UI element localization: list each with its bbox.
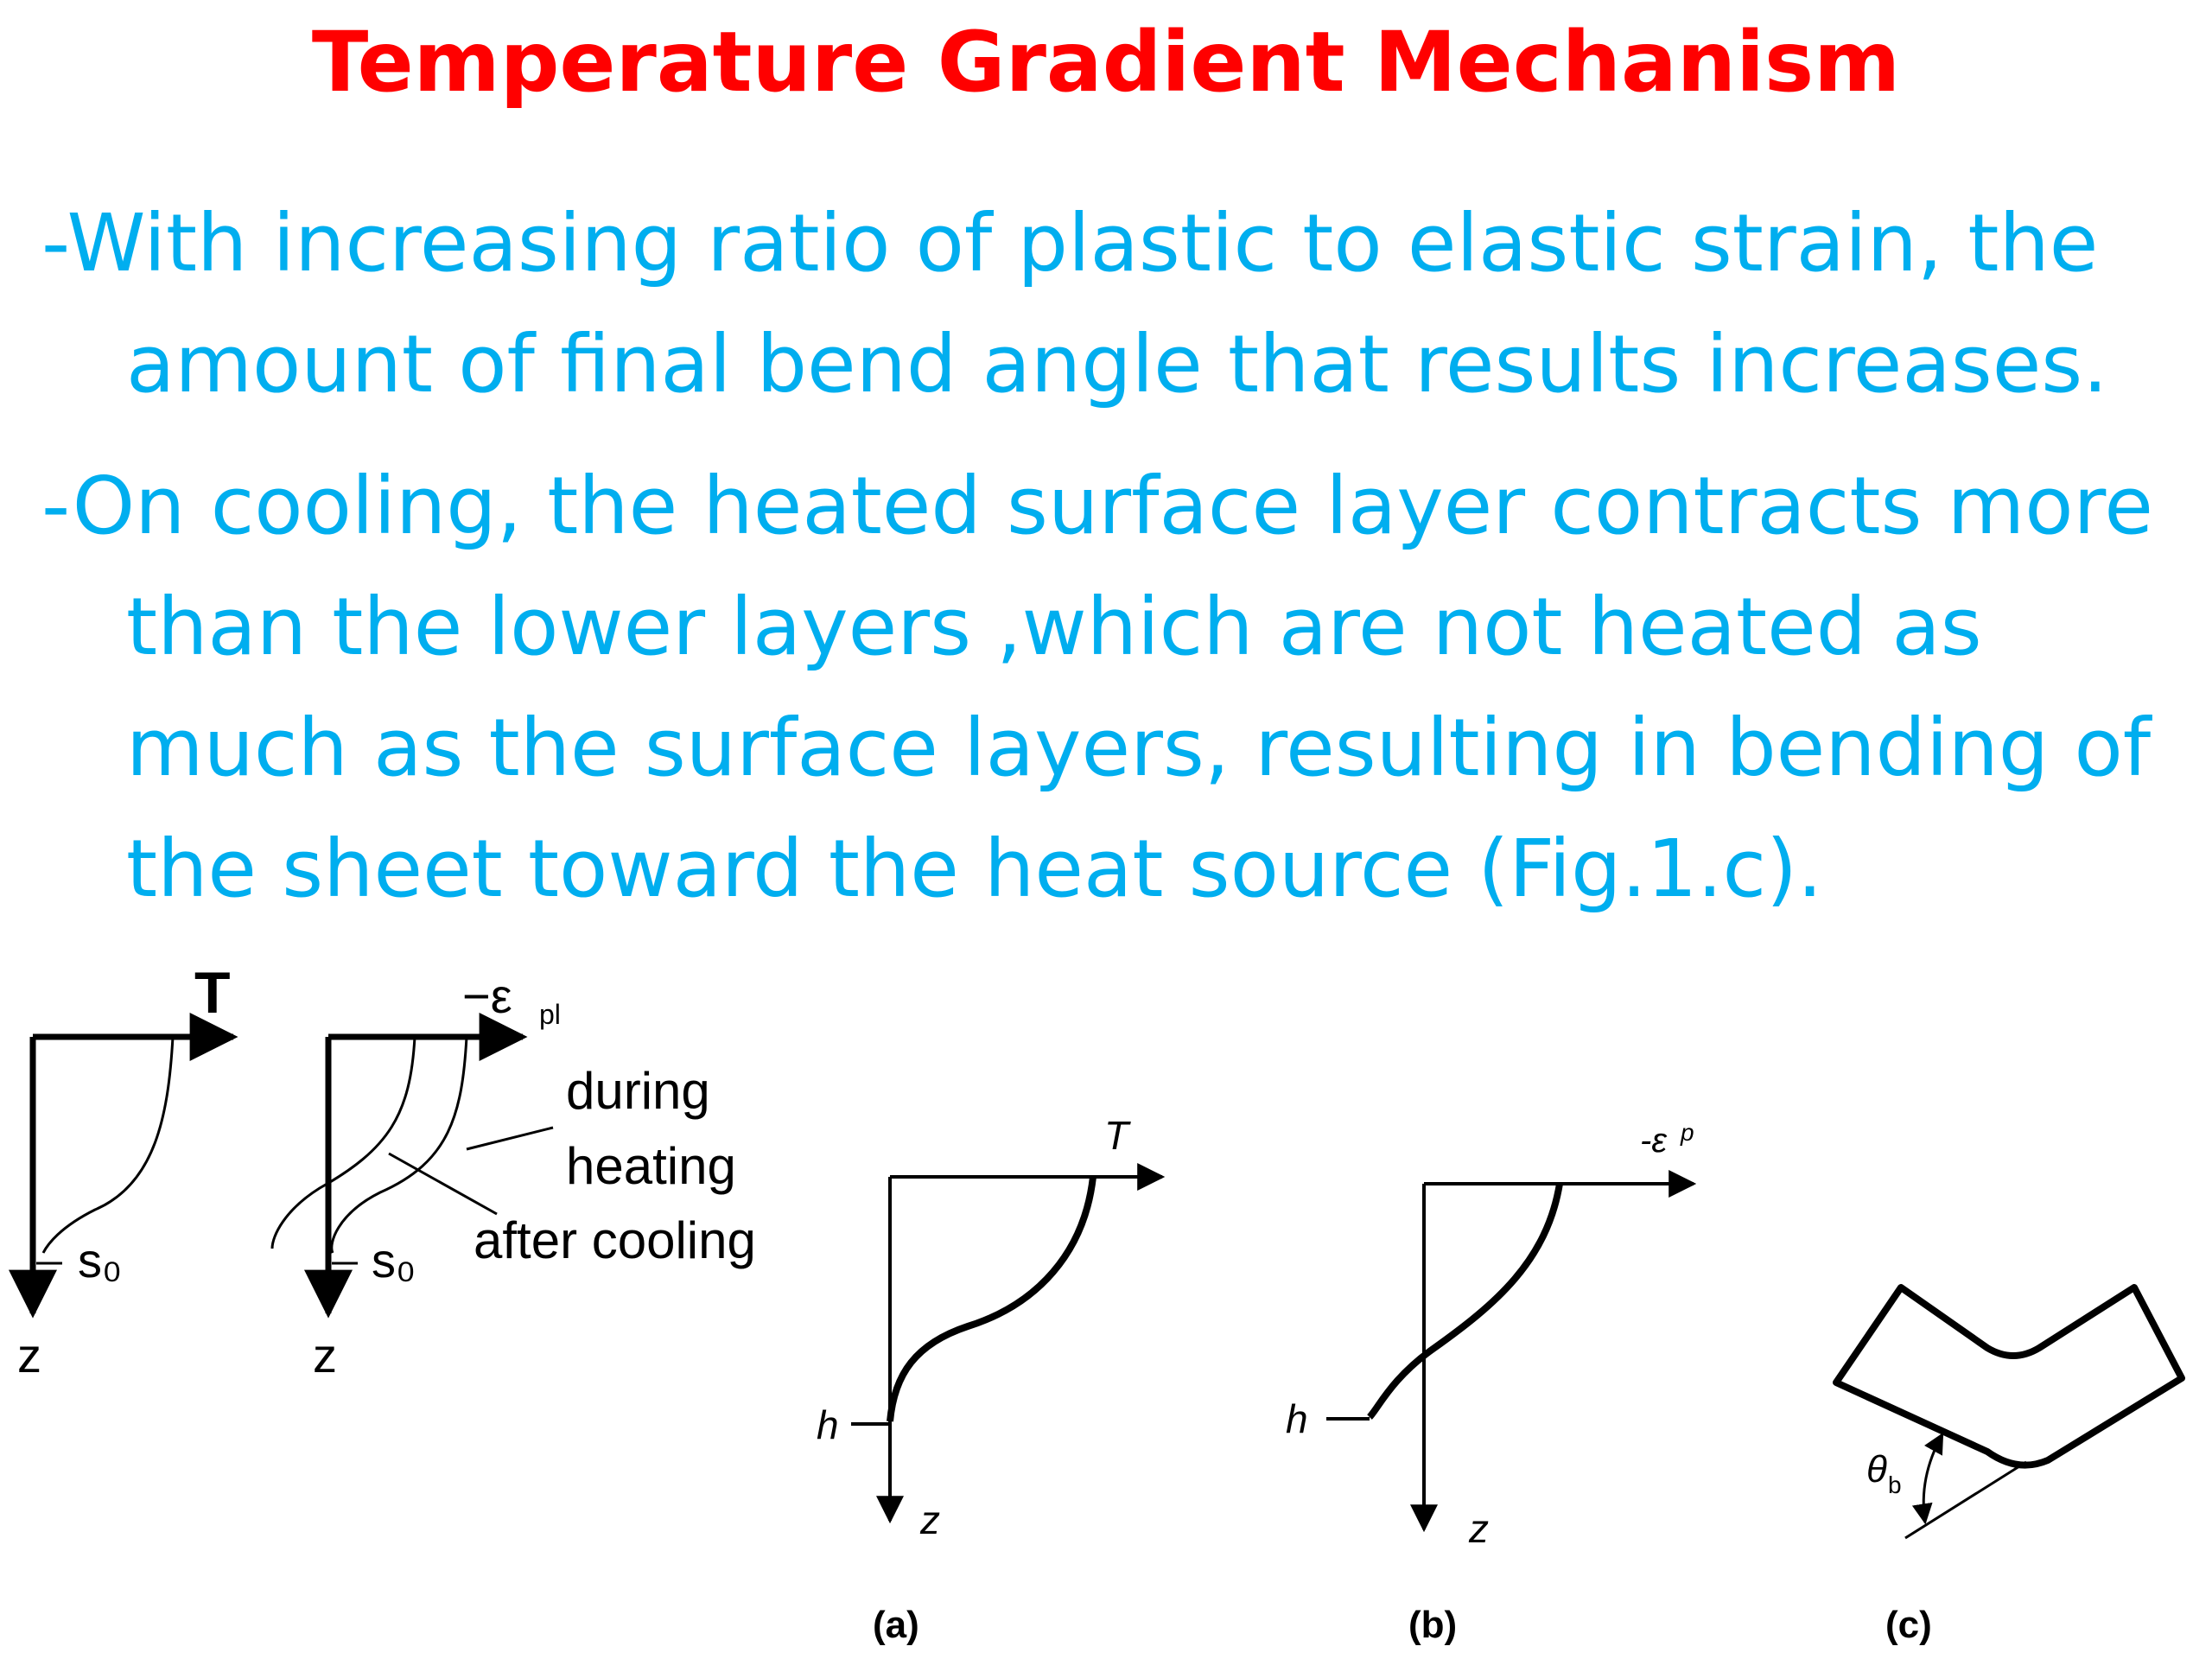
left-diagram-1-z-label: z — [17, 1328, 41, 1382]
panel-a-x-label: T — [1104, 1113, 1129, 1158]
panel-a-caption: (a) — [873, 1604, 919, 1646]
bullet-1-line-1: -With increasing ratio of plastic to elastic strain, the — [41, 197, 2099, 289]
bent-sheet — [1836, 1287, 2182, 1465]
left-diagram-temperature — [33, 1037, 233, 1313]
angle-arc — [1923, 1434, 1942, 1522]
left-diagram-2-depth-label: s₀ — [372, 1233, 416, 1287]
temperature-profile — [890, 1177, 1093, 1421]
panel-c-caption: (c) — [1885, 1604, 1932, 1646]
bullet-2-line-3: much as the surface layers, resulting in bending of — [126, 702, 2152, 794]
strain-profile — [1370, 1184, 1560, 1417]
panel-b-depth-label: h — [1286, 1396, 1308, 1441]
panel-a-depth-label: h — [817, 1402, 839, 1447]
leader-after-cooling — [389, 1154, 497, 1214]
left-diagram-2-z-label: z — [313, 1328, 337, 1382]
annotation-during: during — [566, 1062, 710, 1120]
panel-c-angle-label: θ — [1866, 1448, 1887, 1491]
panel-b-z-label: z — [1469, 1506, 1489, 1551]
bullet-2-line-1: -On cooling, the heated surface layer contracts more — [41, 460, 2153, 552]
bullet-1-line-2: amount of final bend angle that results increases. — [126, 318, 2108, 410]
panel-b-x-label: -ε — [1640, 1122, 1667, 1160]
left-diagram-2-x-label: −ε — [462, 969, 512, 1023]
left-diagram-2-x-sub: pl — [539, 999, 561, 1030]
panel-c — [1836, 1287, 2182, 1538]
leader-during-heating — [467, 1128, 553, 1149]
bullet-2-line-2: than the lower layers ,which are not heated as — [126, 581, 1982, 673]
panel-a-z-label: z — [920, 1497, 940, 1542]
panel-a — [851, 1177, 1162, 1521]
panel-c-angle-sub: b — [1888, 1471, 1902, 1498]
left-diagram-1-depth-label: s₀ — [78, 1233, 123, 1287]
bullet-2-line-4: the sheet toward the heat source (Fig.1.c). — [126, 823, 1823, 915]
curve-during-heating — [332, 1037, 467, 1253]
curve-after-cooling — [272, 1037, 415, 1249]
panel-b-x-sup: p — [1681, 1119, 1694, 1146]
slide-title: Temperature Gradient Mechanism — [311, 14, 1901, 111]
annotation-heating: heating — [566, 1137, 736, 1195]
annotation-after-cooling: after cooling — [474, 1211, 756, 1269]
left-diagram-1-x-label: T — [194, 960, 231, 1026]
temperature-curve — [43, 1037, 173, 1253]
panel-b — [1326, 1184, 1694, 1529]
panel-b-caption: (b) — [1408, 1604, 1458, 1646]
